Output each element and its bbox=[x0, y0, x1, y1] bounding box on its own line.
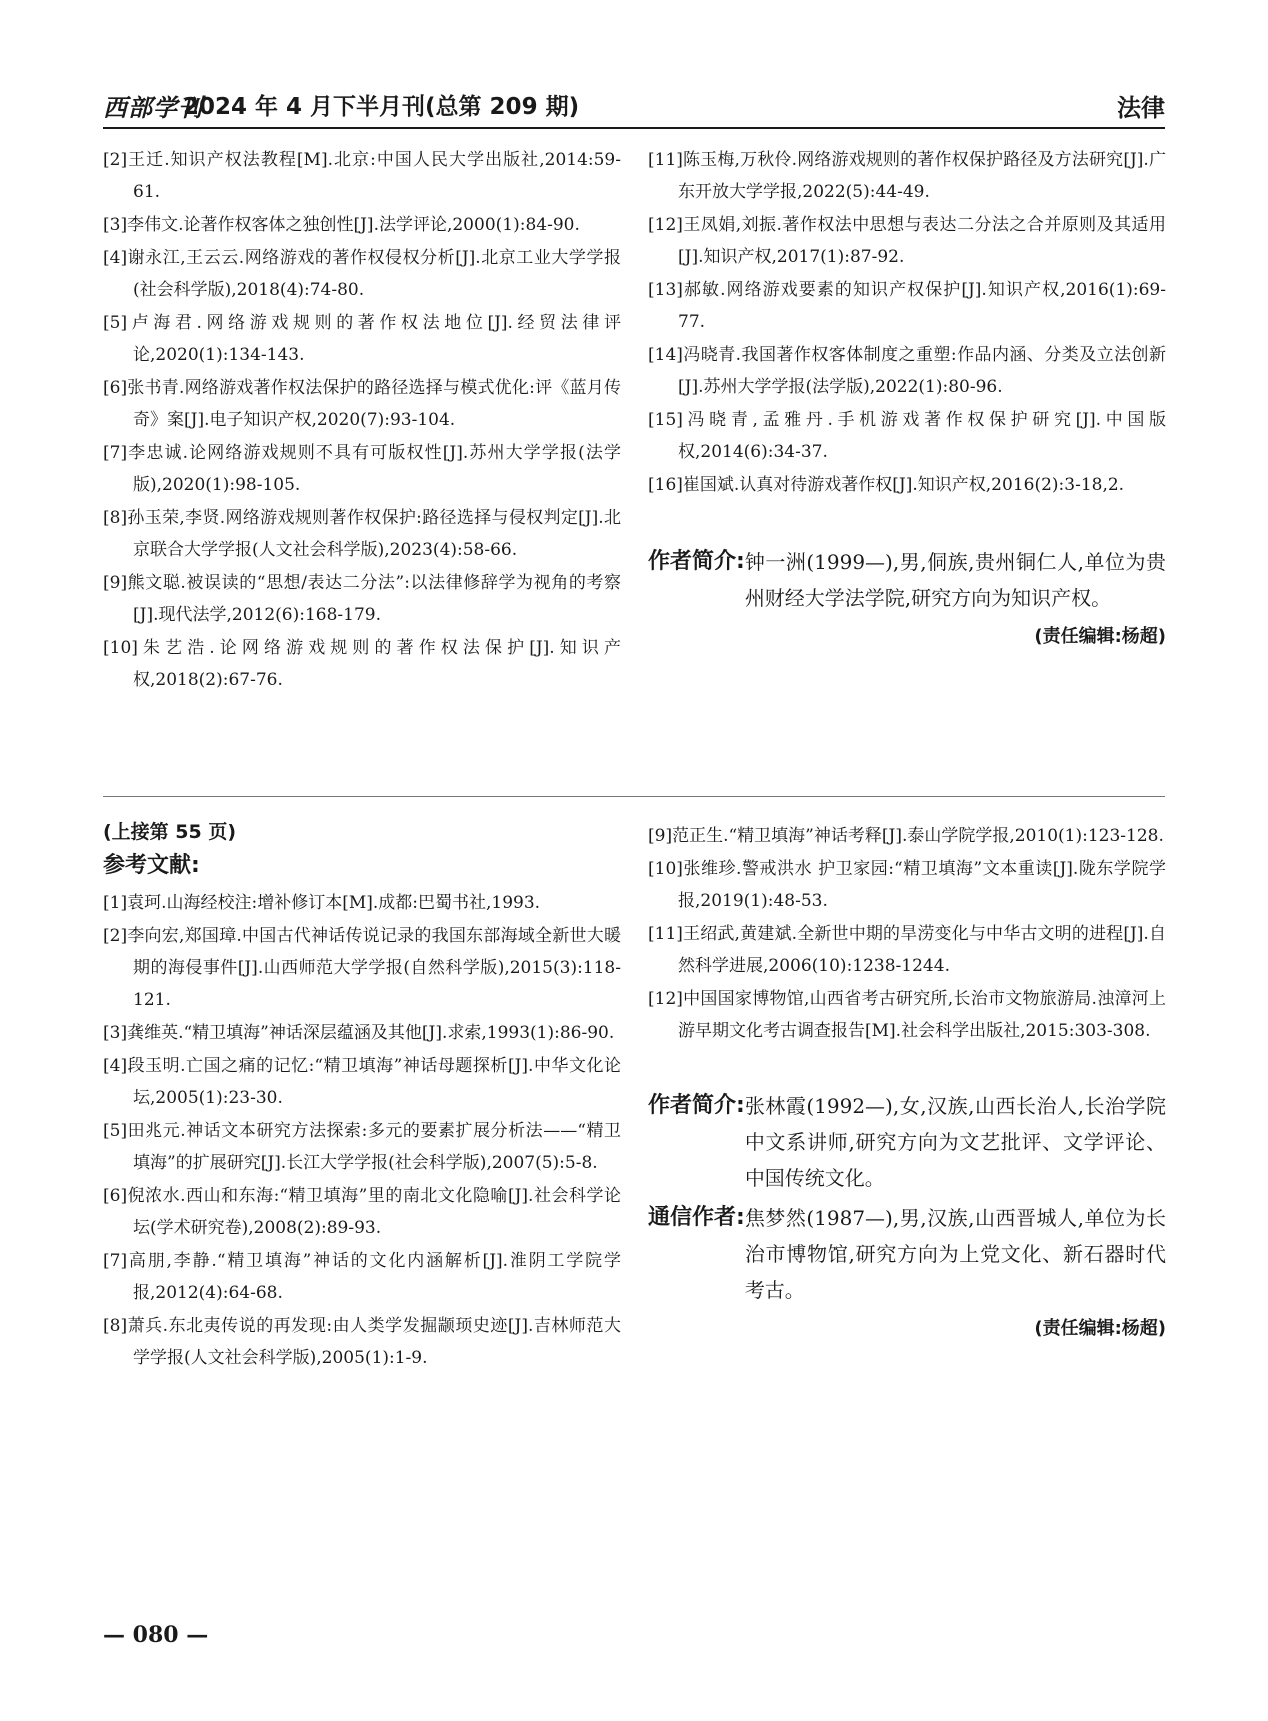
reference-item: [8]孙玉荣,李贤.网络游戏规则著作权保护:路径选择与侵权判定[J].北京联合大学学报(人文社会科学版),2023(4):58-66. bbox=[103, 508, 621, 560]
top-left-references bbox=[103, 144, 621, 697]
section-divider bbox=[103, 796, 1165, 797]
page-number: — 080 — bbox=[103, 1622, 209, 1648]
corresponding-author-bio bbox=[648, 1200, 1166, 1308]
reference-item: [5]田兆元.神话文本研究方法探索:多元的要素扩展分析法——“精卫填海”的扩展研究[J].长江大学学报(社会科学版),2007(5):5-8. bbox=[103, 1121, 621, 1173]
reference-item: [7]李忠诚.论网络游戏规则不具有可版权性[J].苏州大学学报(法学版),2020(1):98-105. bbox=[103, 443, 621, 495]
reference-item: [15]冯晓青,孟雅丹.手机游戏著作权保护研究[J].中国版权,2014(6):34-37. bbox=[648, 410, 1166, 462]
reference-item: [16]崔国斌.认真对待游戏著作权[J].知识产权,2016(2):3-18,2. bbox=[648, 475, 1125, 495]
header-rule bbox=[103, 127, 1165, 129]
references-heading: 参考文献: bbox=[103, 853, 200, 878]
continued-note: (上接第 55 页) bbox=[103, 821, 237, 843]
reference-item: [1]袁珂.山海经校注:增补修订本[M].成都:巴蜀书社,1993. bbox=[103, 893, 541, 913]
reference-item: [4]段玉明.亡国之痛的记忆:“精卫填海”神话母题探析[J].中华文化论坛,2005(1):23-30. bbox=[103, 1056, 621, 1108]
reference-item: [3]李伟文.论著作权客体之独创性[J].法学评论,2000(1):84-90. bbox=[103, 215, 580, 235]
reference-item: [10]朱艺浩.论网络游戏规则的著作权法保护[J].知识产权,2018(2):67-76. bbox=[103, 638, 621, 690]
author-bio-label: 作者简介: bbox=[648, 1093, 745, 1118]
issue-info: 2024 年 4 月下半月刊(总第 209 期) bbox=[183, 94, 580, 120]
reference-item: [2]李向宏,郑国璋.中国古代神话传说记录的我国东部海域全新世大暖期的海侵事件[J].山西师范大学学报(自然科学版),2015(3):118-121. bbox=[103, 926, 621, 1010]
reference-item: [4]谢永江,王云云.网络游戏的著作权侵权分析[J].北京工业大学学报(社会科学版),2018(4):74-80. bbox=[103, 248, 621, 300]
responsible-editor: (责任编辑:杨超) bbox=[1034, 626, 1166, 647]
reference-item: [7]高朋,李静.“精卫填海”神话的文化内涵解析[J].淮阴工学院学报,2012(4):64-68. bbox=[103, 1251, 621, 1303]
reference-item: [9]范正生.“精卫填海”神话考释[J].泰山学院学报,2010(1):123-128. bbox=[648, 826, 1164, 846]
author-bio-text: 张林霞(1992—),女,汉族,山西长治人,长治学院中文系讲师,研究方向为文艺批评、文学评论、中国传统文化。 bbox=[744, 1094, 1166, 1190]
author-bio-text: 钟一洲(1999—),男,侗族,贵州铜仁人,单位为贵州财经大学法学院,研究方向为知识产权。 bbox=[744, 550, 1166, 610]
reference-item: [8]萧兵.东北夷传说的再发现:由人类学发掘颛顼史迹[J].吉林师范大学学报(人文社会科学版),2005(1):1-9. bbox=[103, 1316, 621, 1368]
author-bio bbox=[648, 1088, 1166, 1196]
reference-item: [13]郝敏.网络游戏要素的知识产权保护[J].知识产权,2016(1):69-77. bbox=[648, 280, 1166, 332]
reference-item: [12]王凤娟,刘振.著作权法中思想与表达二分法之合并原则及其适用[J].知识产权,2017(1):87-92. bbox=[648, 215, 1166, 267]
journal-logo: 西部学刊 bbox=[103, 93, 203, 122]
reference-item: [6]倪浓水.西山和东海:“精卫填海”里的南北文化隐喻[J].社会科学论坛(学术研究卷),2008(2):89-93. bbox=[103, 1186, 621, 1238]
bottom-left-references bbox=[103, 817, 621, 1375]
bottom-right-references bbox=[648, 820, 1166, 1346]
reference-item: [3]龚维英.“精卫填海”神话深层蕴涵及其他[J].求索,1993(1):86-90. bbox=[103, 1023, 615, 1043]
responsible-editor: (责任编辑:杨超) bbox=[1034, 1318, 1166, 1339]
reference-item: [5]卢海君.网络游戏规则的著作权法地位[J].经贸法律评论,2020(1):134-143. bbox=[103, 313, 621, 365]
reference-item: [11]王绍武,黄建斌.全新世中期的旱涝变化与中华古文明的进程[J].自然科学进展,2006(10):1238-1244. bbox=[648, 924, 1166, 976]
corresponding-author-label: 通信作者: bbox=[648, 1205, 745, 1230]
author-bio bbox=[648, 544, 1166, 616]
section-label: 法律 bbox=[1117, 94, 1165, 122]
reference-item: [2]王迁.知识产权法教程[M].北京:中国人民大学出版社,2014:59-61. bbox=[103, 150, 621, 202]
reference-item: [9]熊文聪.被误读的“思想/表达二分法”:以法律修辞学为视角的考察[J].现代法学,2012(6):168-179. bbox=[103, 573, 621, 625]
reference-item: [12]中国国家博物馆,山西省考古研究所,长治市文物旅游局.浊漳河上游早期文化考古调查报告[M].社会科学出版社,2015:303-308. bbox=[648, 989, 1166, 1041]
reference-item: [14]冯晓青.我国著作权客体制度之重塑:作品内涵、分类及立法创新[J].苏州大学学报(法学版),2022(1):80-96. bbox=[648, 345, 1166, 397]
corresponding-author-text: 焦梦然(1987—),男,汉族,山西晋城人,单位为长治市博物馆,研究方向为上党文化、新石器时代考古。 bbox=[744, 1206, 1166, 1302]
reference-item: [10]张维珍.警戒洪水 护卫家园:“精卫填海”文本重读[J].陇东学院学报,2019(1):48-53. bbox=[648, 859, 1166, 911]
reference-item: [6]张书青.网络游戏著作权法保护的路径选择与模式优化:评《蓝月传奇》案[J].电子知识产权,2020(7):93-104. bbox=[103, 378, 621, 430]
reference-item: [11]陈玉梅,万秋伶.网络游戏规则的著作权保护路径及方法研究[J].广东开放大学学报,2022(5):44-49. bbox=[648, 150, 1166, 202]
top-right-references bbox=[648, 144, 1166, 654]
author-bio-label: 作者简介: bbox=[648, 549, 745, 574]
page-header bbox=[103, 88, 1165, 122]
